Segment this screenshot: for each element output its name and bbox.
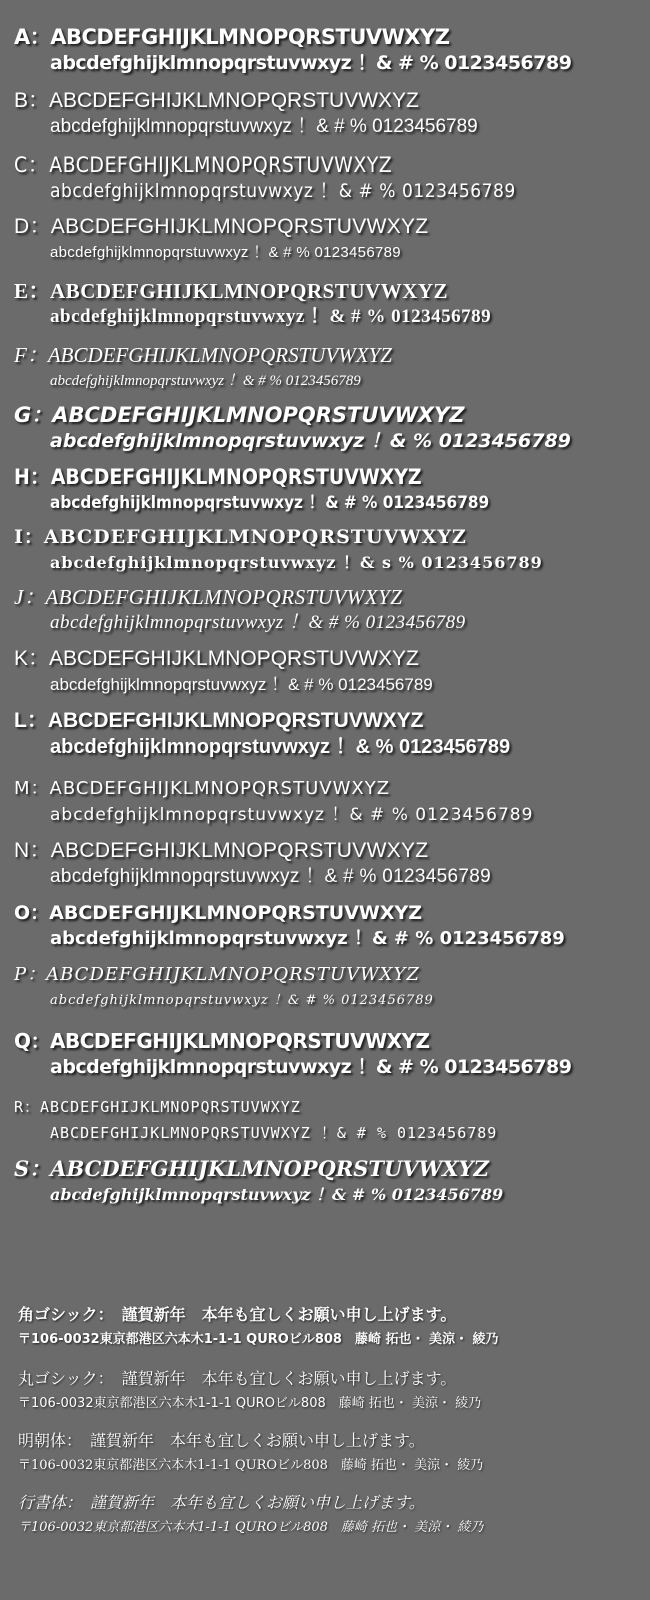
specimen-lowercase: abcdefghijklmnopqrstuvwxyz ！& # % 0123456789	[50, 493, 490, 513]
specimen-label: Q：	[14, 1029, 51, 1053]
specimen-lowercase: abcdefghijklmnopqrstuvwxyz ！& # % 0123456789	[50, 1185, 504, 1204]
specimen-uppercase: ABCDEFGHIJKLMNOPQRSTUVWXYZ	[50, 25, 450, 49]
specimen-label: N：	[14, 839, 51, 862]
specimen-label: A：	[14, 25, 51, 49]
specimen-l	[14, 708, 642, 760]
specimen-lowercase: abcdefghijklmnopqrstuvwxyz ！& s % 0123456789	[50, 553, 543, 572]
specimen-label: I：	[14, 526, 44, 548]
specimen-uppercase: ABCDEFGHIJKLMNOPQRSTUVWXYZ	[50, 465, 422, 489]
specimen-label: D：	[14, 215, 51, 238]
specimen-n	[14, 838, 642, 890]
japanese-sample-mincho	[18, 1428, 642, 1478]
specimen-label: M：	[14, 778, 50, 799]
address-line: 〒106-0032東京都港区六本木1-1-1 QUROビル808 藤崎 拓也・ 美涼・ 綾乃	[18, 1458, 484, 1473]
specimen-lowercase: abcdefghijklmnopqrstuvwxyz ！& # % 0123456789	[50, 373, 361, 389]
specimen-lowercase: abcdefghijklmnopqrstuvwxyz ！& # % 0123456789	[50, 1056, 572, 1078]
specimen-lowercase: abcdefghijklmnopqrstuvwxyz ！& # % 0123456789	[50, 675, 433, 694]
specimen-p	[14, 962, 642, 1014]
specimen-h	[14, 464, 642, 516]
specimen-label: R：	[14, 1098, 41, 1116]
specimen-lowercase: abcdefghijklmnopqrstuvwxyz ！& # % 0123456789	[50, 866, 491, 887]
specimen-lowercase: abcdefghijklmnopqrstuvwxyz ！& # % 0123456789	[50, 993, 434, 1008]
japanese-sample-gyosho	[18, 1490, 642, 1540]
specimen-f	[14, 342, 642, 394]
specimen-uppercase: ABCDEFGHIJKLMNOPQRSTUVWXYZ	[49, 778, 391, 799]
specimen-label: F：	[14, 343, 48, 367]
specimen-label: E：	[14, 279, 51, 303]
greeting-line: 明朝体： 謹賀新年 本年も宜しくお願い申し上げます。	[18, 1431, 425, 1450]
specimen-uppercase: ABCDEFGHIJKLMNOPQRSTUVWXYZ	[47, 709, 424, 732]
specimen-lowercase: abcdefghijklmnopqrstuvwxyz ！& # % 0123456789	[50, 52, 572, 74]
specimen-k	[14, 646, 642, 698]
address-line: 〒106-0032東京都港区六本木1-1-1 QUROビル808 藤崎 拓也・ 美涼・ 綾乃	[18, 1396, 482, 1411]
specimen-label: J：	[14, 585, 46, 609]
specimen-uppercase: ABCDEFGHIJKLMNOPQRSTUVWXYZ	[46, 964, 420, 985]
greeting-line: 角ゴシック： 謹賀新年 本年も宜しくお願い申し上げます。	[18, 1305, 457, 1324]
specimen-lowercase: abcdefghijklmnopqrstuvwxyz ！& % 0123456789	[50, 736, 511, 758]
greeting-line: 行書体： 謹賀新年 本年も宜しくお願い申し上げます。	[18, 1493, 425, 1512]
specimen-label: P：	[14, 964, 47, 985]
japanese-sample-kaku-gothic	[18, 1302, 642, 1352]
specimen-m	[14, 776, 642, 828]
specimen-d	[14, 214, 642, 266]
specimen-s	[14, 1156, 642, 1208]
specimen-r	[14, 1094, 642, 1146]
specimen-lowercase: abcdefghijklmnopqrstuvwxyz ！& # % 0123456789	[50, 244, 401, 261]
specimen-o	[14, 900, 642, 952]
specimen-q	[14, 1028, 642, 1080]
specimen-label: C：	[14, 153, 50, 177]
specimen-uppercase: ABCDEFGHIJKLMNOPQRSTUVWXYZ	[49, 647, 419, 670]
greeting-line: 丸ゴシック： 謹賀新年 本年も宜しくお願い申し上げます。	[18, 1369, 457, 1388]
specimen-uppercase: ABCDEFGHIJKLMNOPQRSTUVWXYZ	[50, 1029, 430, 1053]
specimen-lowercase: abcdefghijklmnopqrstuvwxyz ！& # % 0123456789	[50, 612, 466, 633]
specimen-uppercase: ABCDEFGHIJKLMNOPQRSTUVWXYZ	[49, 902, 423, 924]
specimen-b	[14, 88, 642, 140]
address-line: 〒106-0032東京都港区六本木1-1-1 QUROビル808 藤崎 拓也・ 美涼・ 綾乃	[18, 1520, 484, 1535]
specimen-uppercase: ABCDEFGHIJKLMNOPQRSTUVWXYZ	[49, 89, 419, 112]
specimen-lowercase: abcdefghijklmnopqrstuvwxyz ！& # % 0123456789	[50, 306, 492, 327]
specimen-i	[14, 524, 642, 576]
specimen-uppercase: ABCDEFGHIJKLMNOPQRSTUVWXYZ	[43, 526, 467, 548]
specimen-label: O：	[14, 902, 50, 924]
specimen-lowercase: abcdefghijklmnopqrstuvwxyz ！& # % 0123456789	[50, 180, 516, 202]
specimen-label: B：	[14, 89, 50, 112]
specimen-lowercase: abcdefghijklmnopqrstuvwxyz ！& # % 0123456789	[50, 805, 534, 825]
specimen-c	[14, 152, 642, 204]
specimen-e	[14, 278, 642, 330]
specimen-uppercase: ABCDEFGHIJKLMNOPQRSTUVWXYZ	[52, 403, 465, 427]
specimen-uppercase: ABCDEFGHIJKLMNOPQRSTUVWXYZ	[49, 153, 393, 177]
specimen-uppercase: ABCDEFGHIJKLMNOPQRSTUVWXYZ	[47, 343, 392, 367]
specimen-uppercase: ABCDEFGHIJKLMNOPQRSTUVWXYZ	[50, 215, 429, 238]
specimen-label: G：	[14, 403, 53, 427]
specimen-label: L：	[14, 709, 48, 732]
specimen-lowercase: ABCDEFGHIJKLMNOPQRSTUVWXYZ ！& # % 0123456789	[50, 1124, 498, 1142]
specimen-uppercase: ABCDEFGHIJKLMNOPQRSTUVWXYZ	[50, 839, 429, 862]
specimen-uppercase: ABCDEFGHIJKLMNOPQRSTUVWXYZ	[45, 585, 403, 609]
specimen-label: S：	[14, 1156, 51, 1181]
specimen-label: K：	[14, 647, 50, 670]
specimen-label: H：	[14, 465, 51, 489]
specimen-uppercase: ABCDEFGHIJKLMNOPQRSTUVWXYZ	[50, 1156, 489, 1181]
specimen-uppercase: ABCDEFGHIJKLMNOPQRSTUVWXYZ	[50, 279, 449, 303]
specimen-g	[14, 402, 642, 454]
specimen-a	[14, 24, 642, 76]
specimen-lowercase: abcdefghijklmnopqrstuvwxyz ！& # % 0123456789	[50, 116, 478, 137]
specimen-lowercase: abcdefghijklmnopqrstuvwxyz ！& # % 0123456789	[50, 928, 565, 949]
japanese-sample-maru-gothic	[18, 1366, 642, 1416]
address-line: 〒106-0032東京都港区六本木1-1-1 QUROビル808 藤崎 拓也・ 美涼・ 綾乃	[18, 1332, 499, 1347]
specimen-lowercase: abcdefghijklmnopqrstuvwxyz ！& % 0123456789	[50, 430, 571, 452]
specimen-j	[14, 584, 642, 636]
specimen-uppercase: ABCDEFGHIJKLMNOPQRSTUVWXYZ	[40, 1098, 301, 1116]
